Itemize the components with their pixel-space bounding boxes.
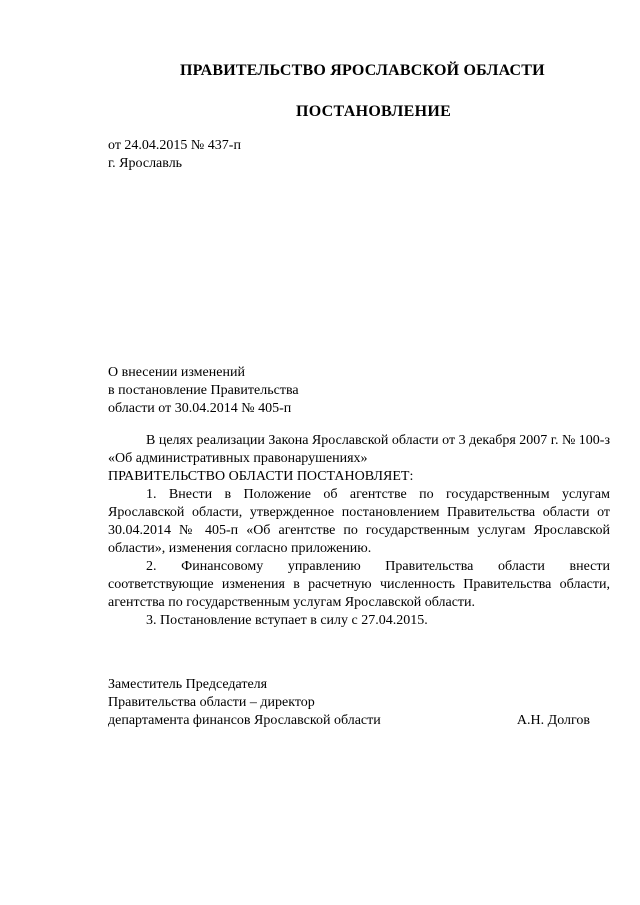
organization-title: ПРАВИТЕЛЬСТВО ЯРОСЛАВСКОЙ ОБЛАСТИ xyxy=(180,62,545,79)
city: г. Ярославль xyxy=(108,156,183,171)
subject-line: в постановление Правительства xyxy=(108,383,299,398)
signature-row xyxy=(108,712,610,730)
subject-block xyxy=(108,364,299,418)
subject-line: О внесении изменений xyxy=(108,365,245,380)
signature-block xyxy=(108,676,610,730)
preamble: В целях реализации Закона Ярославской области от 3 декабря 2007 г. № 100-з «Об административных правонарушениях» xyxy=(108,433,610,466)
document-type: ПОСТАНОВЛЕНИЕ xyxy=(296,103,452,120)
signer-name: А.Н. Долгов xyxy=(516,713,590,728)
document-body xyxy=(108,432,610,630)
item-3: 3. Постановление вступает в силу с 27.04.2015. xyxy=(146,613,428,628)
signer-position-line: Правительства области – директор xyxy=(108,695,315,710)
resolves-heading: ПРАВИТЕЛЬСТВО ОБЛАСТИ ПОСТАНОВЛЯЕТ: xyxy=(108,469,414,484)
item-1: 1. Внести в Положение об агентстве по государственным услугам Ярославской области, утвержденное постановлением Правительства области от 30.04.2014 № 405-п «Об агентстве по государственным услугам Ярославской области», изменения согласно приложению. xyxy=(108,487,610,556)
subject-line: области от 30.04.2014 № 405-п xyxy=(108,401,292,416)
signature-row xyxy=(108,694,610,712)
date-number: от 24.04.2015 № 437-п xyxy=(108,138,241,153)
item-2: 2. Финансовому управлению Правительства области внести соответствующие изменения в расчетную численность Правительства области, агентства по государственным услугам Ярославской области. xyxy=(108,559,610,610)
signer-position-line: Заместитель Председателя xyxy=(108,677,268,692)
signature-row xyxy=(108,676,610,694)
signer-position-line: департамента финансов Ярославской области xyxy=(108,713,381,728)
